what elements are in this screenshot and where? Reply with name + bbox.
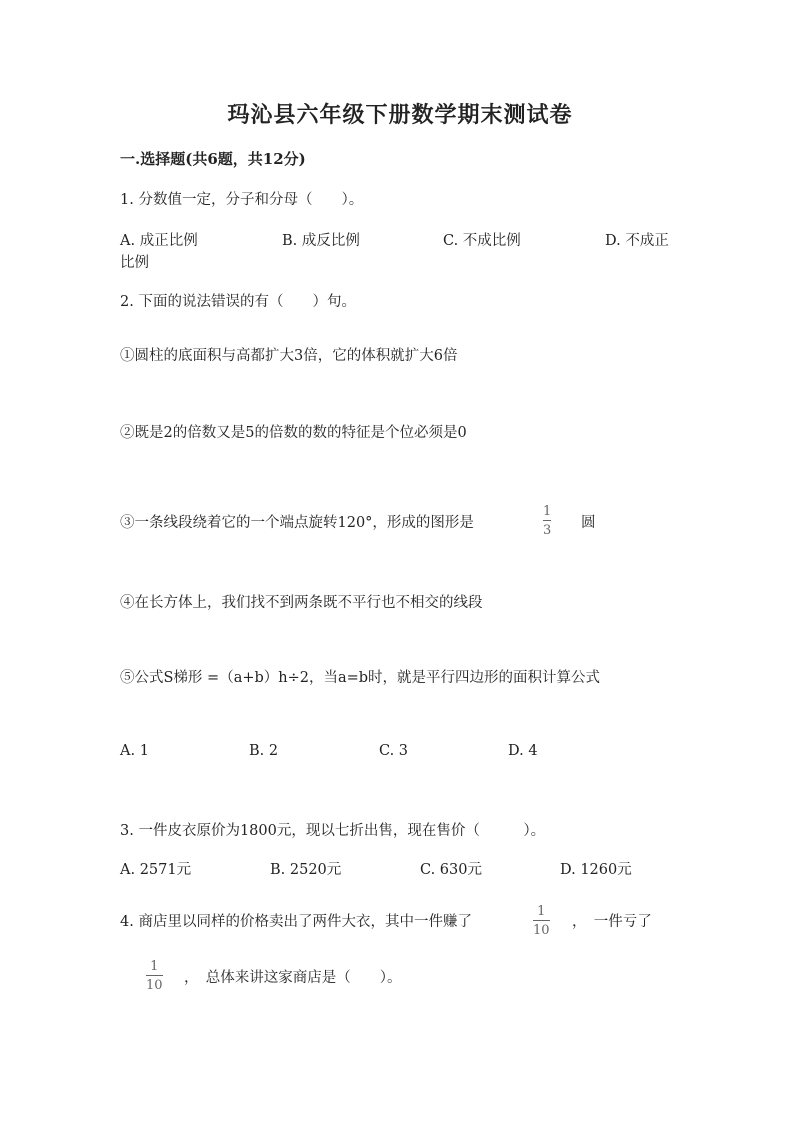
question-2-statement-2: ②既是2的倍数又是5的倍数的数的特征是个位必须是0 xyxy=(120,425,467,441)
question-4-stem-end: ， 总体来讲这家商店是（ ）。 xyxy=(184,970,402,986)
question-2-statement-3-end: 圆 xyxy=(581,515,596,531)
fraction-one-tenth xyxy=(533,905,550,937)
question-3-option-b: B. 2520元 xyxy=(270,862,342,878)
question-4-stem: 4. 商店里以同样的价格卖出了两件大衣，其中一件赚了 xyxy=(120,914,472,930)
question-3-stem: 3. 一件皮衣原价为1800元，现以七折出售，现在售价（ ）。 xyxy=(120,823,546,839)
question-1-option-d: D. 不成正 xyxy=(605,233,669,249)
fraction-bar xyxy=(543,520,551,521)
question-2-statement-4: ④在长方体上，我们找不到两条既不平行也不相交的线段 xyxy=(120,595,483,611)
fraction-denominator: 10 xyxy=(146,978,163,993)
question-2-statement-3: ③一条线段绕着它的一个端点旋转120°，形成的图形是 xyxy=(120,515,474,531)
question-2-statement-5: ⑤公式S梯形 =（a+b）h÷2，当a=b时，就是平行四边形的面积计算公式 xyxy=(120,670,601,686)
question-1-option-d-wrap: 比例 xyxy=(120,255,149,271)
page-title: 玛沁县六年级下册数学期末测试卷 xyxy=(227,102,573,128)
fraction-one-third xyxy=(543,505,551,537)
question-2-option-c: C. 3 xyxy=(379,743,409,759)
question-2-option-d: D. 4 xyxy=(508,743,538,759)
question-1-option-b: B. 成反比例 xyxy=(282,233,360,249)
section-heading: 一.选择题(共6题，共12分) xyxy=(120,150,306,168)
fraction-denominator: 3 xyxy=(543,523,552,538)
fraction-bar xyxy=(146,975,163,976)
fraction-one-tenth-2 xyxy=(146,960,163,992)
question-3-option-d: D. 1260元 xyxy=(560,862,632,878)
question-3-option-a: A. 2571元 xyxy=(120,862,192,878)
fraction-numerator: 1 xyxy=(537,904,546,919)
question-4-stem-mid: ， 一件亏了 xyxy=(572,914,652,930)
fraction-numerator: 1 xyxy=(150,959,159,974)
question-2-statement-1: ①圆柱的底面积与高都扩大3倍，它的体积就扩大6倍 xyxy=(120,348,458,364)
question-2-option-a: A. 1 xyxy=(120,743,149,759)
question-2-option-b: B. 2 xyxy=(249,743,279,759)
question-1-option-c: C. 不成比例 xyxy=(443,233,521,249)
fraction-bar xyxy=(533,920,550,921)
fraction-numerator: 1 xyxy=(543,504,552,519)
question-3-option-c: C. 630元 xyxy=(420,862,482,878)
question-1-option-a: A. 成正比例 xyxy=(120,233,198,249)
fraction-denominator: 10 xyxy=(533,923,550,938)
question-2-stem: 2. 下面的说法错误的有（ ）句。 xyxy=(120,294,356,310)
question-1-stem: 1. 分数值一定，分子和分母（ ）。 xyxy=(120,192,364,208)
